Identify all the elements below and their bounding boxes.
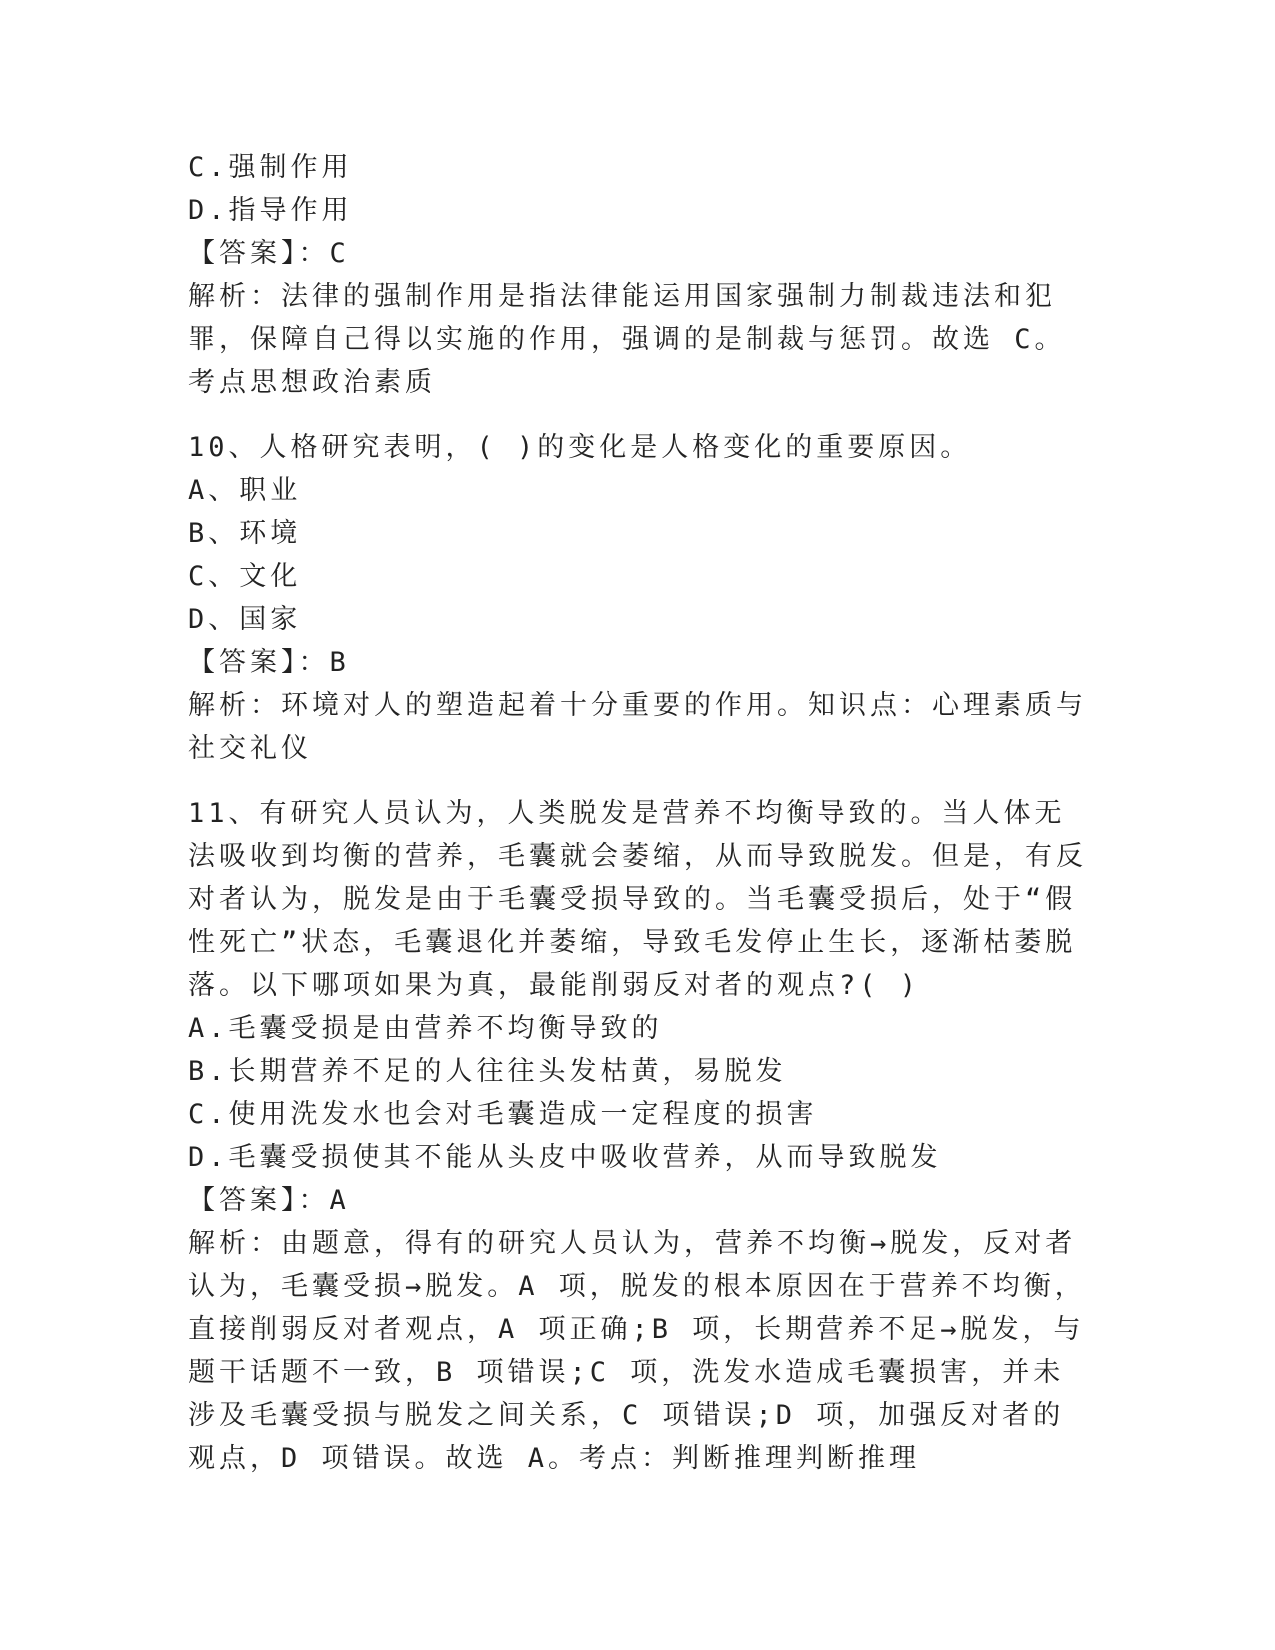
q9-analysis: 解析：法律的强制作用是指法律能运用国家强制力制裁违法和犯罪，保障自己得以实施的作用，强调的是制裁与惩罚。故选 C。考点思想政治素质 [188,281,1066,398]
document-page [188,146,1088,1480]
q10-stem: 10、人格研究表明，( )的变化是人格变化的重要原因。 [188,432,972,463]
q10-option-d: D、国家 [188,604,302,635]
q11-analysis: 解析：由题意，得有的研究人员认为，营养不均衡→脱发，反对者认为，毛囊受损→脱发。A 项，脱发的根本原因在于营养不均衡，直接削弱反对者观点，A 项正确;B 项，长期营养不足→脱发，与题干话题不一致，B 项错误;C 项，洗发水造成毛囊损害，并未涉及毛囊受损与脱发之间关系，C 项错误;D 项，加强反对者的观点，D 项错误。故选 A。考点：判断推理判断推理 [188,1228,1086,1474]
q11-option-a: A.毛囊受损是由营养不均衡导致的 [188,1013,663,1044]
q10-option-c: C、文化 [188,561,302,592]
q9-option-c: C.强制作用 [188,152,353,183]
q9-option-d: D.指导作用 [188,195,353,226]
q10-option-a: A、职业 [188,475,302,506]
q10-answer: 【答案】：B [188,647,350,678]
q11-stem: 11、有研究人员认为，人类脱发是营养不均衡导致的。当人体无法吸收到均衡的营养，毛囊就会萎缩，从而导致脱发。但是，有反对者认为，脱发是由于毛囊受损导致的。当毛囊受损后，处于“假性死亡”状态，毛囊退化并萎缩，导致毛发停止生长，逐渐枯萎脱落。以下哪项如果为真，最能削弱反对者的观点?( ) [188,798,1087,1001]
q11-answer: 【答案】：A [188,1185,350,1216]
q11-option-b: B.长期营养不足的人往往头发枯黄，易脱发 [188,1056,787,1087]
q10-analysis: 解析：环境对人的塑造起着十分重要的作用。知识点：心理素质与社交礼仪 [188,690,1087,764]
q9-answer: 【答案】：C [188,238,350,269]
q11-option-c: C.使用洗发水也会对毛囊造成一定程度的损害 [188,1099,818,1130]
q10-option-b: B、环境 [188,518,302,549]
q11-option-d: D.毛囊受损使其不能从头皮中吸收营养，从而导致脱发 [188,1142,942,1173]
spacer [188,770,1088,792]
spacer [188,404,1088,426]
